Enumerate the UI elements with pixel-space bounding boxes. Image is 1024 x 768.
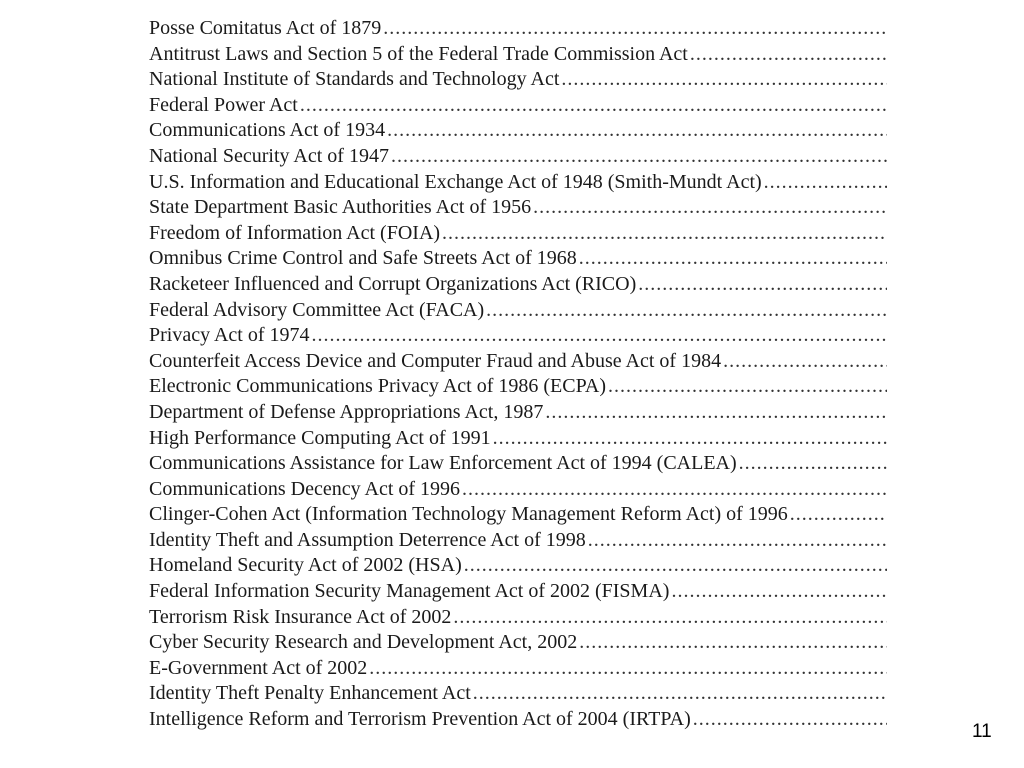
toc-entry-title: Electronic Communications Privacy Act of 1986 (ECPA) <box>149 375 606 398</box>
toc-entry-title: U.S. Information and Educational Exchange Act of 1948 (Smith-Mundt Act) <box>149 170 762 193</box>
dot-leader <box>588 528 887 554</box>
dot-leader <box>545 400 887 426</box>
toc-entry <box>149 349 887 375</box>
dot-leader <box>638 272 887 298</box>
toc-entry <box>149 681 887 707</box>
dot-leader <box>764 170 887 196</box>
dot-leader <box>391 144 887 170</box>
toc-entry-title: Department of Defense Appropriations Act, 1987 <box>149 400 544 423</box>
toc-entry <box>149 553 887 579</box>
dot-leader <box>561 67 887 93</box>
toc-entry-title: Communications Decency Act of 1996 <box>149 477 461 500</box>
toc-entry <box>149 579 887 605</box>
dot-leader <box>493 426 887 452</box>
toc-entry-title: Racketeer Influenced and Corrupt Organizations Act (RICO) <box>149 272 637 295</box>
toc-entry-title: Communications Act of 1934 <box>149 119 386 142</box>
toc-entry <box>149 221 887 247</box>
toc-entry <box>149 67 887 93</box>
toc-entry <box>149 630 887 656</box>
toc-entry <box>149 144 887 170</box>
dot-leader <box>579 630 887 656</box>
toc-entry-title: Identity Theft Penalty Enhancement Act <box>149 682 471 705</box>
toc-entry <box>149 170 887 196</box>
toc-entry <box>149 118 887 144</box>
toc-entry-title: Privacy Act of 1974 <box>149 324 310 347</box>
dot-leader <box>387 118 887 144</box>
toc-entry-title: Antitrust Laws and Section 5 of the Federal Trade Commission Act <box>149 42 688 65</box>
toc-entry-title: Posse Comitatus Act of 1879 <box>149 17 382 39</box>
toc-entry <box>149 502 887 528</box>
dot-leader <box>300 93 887 119</box>
toc-entry-title: National Institute of Standards and Technology Act <box>149 68 560 91</box>
toc-entry-title: Intelligence Reform and Terrorism Prevention Act of 2004 (IRTPA) <box>149 708 691 731</box>
toc-entry-title: Omnibus Crime Control and Safe Streets Act of 1968 <box>149 247 577 270</box>
dot-leader <box>462 477 887 503</box>
toc-entry <box>149 426 887 452</box>
dot-leader <box>486 298 887 324</box>
toc-entry-title: Communications Assistance for Law Enforcement Act of 1994 (CALEA) <box>149 452 737 475</box>
toc-entry <box>149 374 887 400</box>
toc-entry <box>149 451 887 477</box>
dot-leader <box>723 349 887 375</box>
toc-entry <box>149 477 887 503</box>
dot-leader <box>533 195 887 221</box>
dot-leader <box>442 221 887 247</box>
toc-entry-title: State Department Basic Authorities Act of 1956 <box>149 196 532 219</box>
toc-entry <box>149 707 887 733</box>
toc-entry-title: Identity Theft and Assumption Deterrence Act of 1998 <box>149 528 586 551</box>
toc-entry-title: National Security Act of 1947 <box>149 144 389 167</box>
table-of-contents <box>149 16 887 733</box>
toc-entry <box>149 195 887 221</box>
toc-entry <box>149 323 887 349</box>
toc-entry-title: Terrorism Risk Insurance Act of 2002 <box>149 605 452 628</box>
dot-leader <box>369 656 887 682</box>
toc-entry-title: Federal Power Act <box>149 93 298 116</box>
dot-leader <box>693 707 887 733</box>
toc-entry <box>149 16 887 42</box>
toc-entry <box>149 528 887 554</box>
toc-entry-title: Clinger-Cohen Act (Information Technology Management Reform Act) of 1996 <box>149 503 788 526</box>
toc-entry-title: Cyber Security Research and Development Act, 2002 <box>149 631 578 654</box>
dot-leader <box>473 681 887 707</box>
slide-number: 11 <box>972 721 992 742</box>
toc-entry <box>149 42 887 68</box>
toc-entry-title: Federal Information Security Management Act of 2002 (FISMA) <box>149 580 670 603</box>
dot-leader <box>608 374 887 400</box>
dot-leader <box>739 451 887 477</box>
dot-leader <box>790 502 887 528</box>
toc-entry <box>149 605 887 631</box>
toc-entry-title: Federal Advisory Committee Act (FACA) <box>149 298 485 321</box>
dot-leader <box>312 323 887 349</box>
toc-entry <box>149 93 887 119</box>
dot-leader <box>453 605 887 631</box>
dot-leader <box>579 246 887 272</box>
dot-leader <box>383 16 887 42</box>
dot-leader <box>690 42 887 68</box>
toc-entry-title: Homeland Security Act of 2002 (HSA) <box>149 554 462 577</box>
dot-leader <box>671 579 887 605</box>
toc-entry-title: Counterfeit Access Device and Computer Fraud and Abuse Act of 1984 <box>149 349 722 372</box>
toc-entry <box>149 246 887 272</box>
toc-entry <box>149 298 887 324</box>
toc-entry <box>149 400 887 426</box>
toc-entry <box>149 656 887 682</box>
toc-entry-title: Freedom of Information Act (FOIA) <box>149 221 441 244</box>
dot-leader <box>464 553 887 579</box>
toc-entry <box>149 272 887 298</box>
toc-entry-title: High Performance Computing Act of 1991 <box>149 426 491 449</box>
toc-entry-title: E-Government Act of 2002 <box>149 656 368 679</box>
